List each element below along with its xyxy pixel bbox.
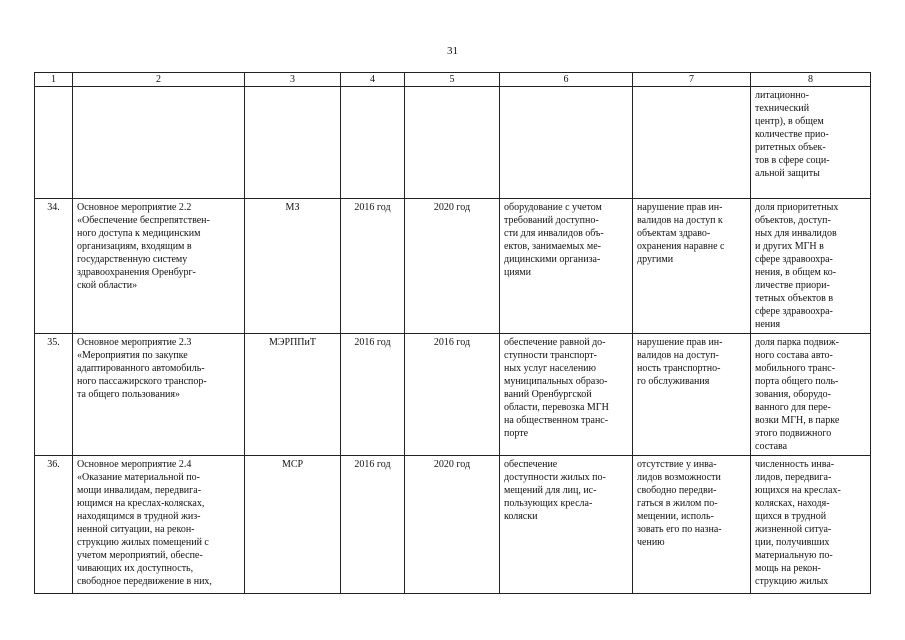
end-year-cell: 2020 год	[405, 199, 500, 334]
end-year-cell: 2016 год	[405, 334, 500, 456]
column-header: 5	[405, 73, 500, 87]
empty-cell	[405, 87, 500, 199]
page-number: 31	[447, 45, 458, 57]
start-year-cell: 2016 год	[341, 456, 405, 594]
column-header: 7	[633, 73, 751, 87]
column-header: 6	[500, 73, 633, 87]
executor-cell: МСР	[245, 456, 341, 594]
empty-cell	[500, 87, 633, 199]
activity-name-cell: Основное мероприятие 2.4 «Оказание материальной по- мощи инвалидам, передвига- ющимся на креслах-колясках, находящимся в трудной жиз- ненной ситуации, на рекон- струкцию жилых помещений с учетом мероприятий, обеспе- чивающих их доступность, свободное передвижение в них,	[73, 456, 245, 594]
indicator-cell: доля парка подвиж- ного состава авто- мобильного транс- порта общего поль- зования, оборудо- ванного для пере- возки МГН, в парке этого подвижного состава	[751, 334, 871, 456]
table-row	[35, 456, 871, 594]
empty-cell	[341, 87, 405, 199]
expected-result-cell: обеспечение доступности жилых по- мещений для лиц, ис- пользующих кресла- коляски	[500, 456, 633, 594]
start-year-cell: 2016 год	[341, 334, 405, 456]
empty-cell	[73, 87, 245, 199]
row-number: 36.	[35, 456, 73, 594]
consequences-cell: нарушение прав ин- валидов на доступ к объектам здраво- охранения наравне с другими	[633, 199, 751, 334]
row-number: 34.	[35, 199, 73, 334]
indicator-cell: доля приоритетных объектов, доступ- ных для инвалидов и других МГН в сфере здравоохра- нения, в общем ко- личестве приори- тетных объектов в сфере здравоохра- нения	[751, 199, 871, 334]
activity-name-cell: Основное мероприятие 2.3 «Мероприятия по закупке адаптированного автомобиль- ного пассажирского транспор- та общего пользования»	[73, 334, 245, 456]
table-row-continuation	[35, 87, 871, 199]
end-year-cell: 2020 год	[405, 456, 500, 594]
column-header: 4	[341, 73, 405, 87]
column-header: 8	[751, 73, 871, 87]
empty-cell	[633, 87, 751, 199]
expected-result-cell: обеспечение равной до- ступности транспорт- ных услуг населению муниципальных образо- ваний Оренбургской области, перевозка МГН на общественном транс- порте	[500, 334, 633, 456]
table-row	[35, 199, 871, 334]
empty-cell	[245, 87, 341, 199]
indicator-cell: численность инва- лидов, передвига- ющихся на креслах- колясках, находя- щихся в трудной жизненной ситуа- ции, получивших материальную по- мощь на рекон- струкцию жилых	[751, 456, 871, 594]
consequences-cell: нарушение прав ин- валидов на доступ- ность транспортно- го обслуживания	[633, 334, 751, 456]
column-header: 2	[73, 73, 245, 87]
expected-result-cell: оборудование с учетом требований доступно- сти для инвалидов объ- ектов, занимаемых ме- дицинскими организа- циями	[500, 199, 633, 334]
executor-cell: МЭРППиТ	[245, 334, 341, 456]
activities-table	[34, 72, 871, 594]
indicator-cell: литационно- технический центр), в общем количестве прио- ритетных объек- тов в сфере соци- альной защиты	[751, 87, 871, 199]
start-year-cell: 2016 год	[341, 199, 405, 334]
column-header: 1	[35, 73, 73, 87]
row-number: 35.	[35, 334, 73, 456]
column-header: 3	[245, 73, 341, 87]
consequences-cell: отсутствие у инва- лидов возможности свободно передви- гаться в жилом по- мещении, исполь- зовать его по назна- чению	[633, 456, 751, 594]
empty-cell	[35, 87, 73, 199]
table-row	[35, 334, 871, 456]
activity-name-cell: Основное мероприятие 2.2 «Обеспечение беспрепятствен- ного доступа к медицинским организациям, входящим в государственную систему здравоохранения Оренбург- ской области»	[73, 199, 245, 334]
executor-cell: МЗ	[245, 199, 341, 334]
table-header-row	[35, 73, 871, 87]
